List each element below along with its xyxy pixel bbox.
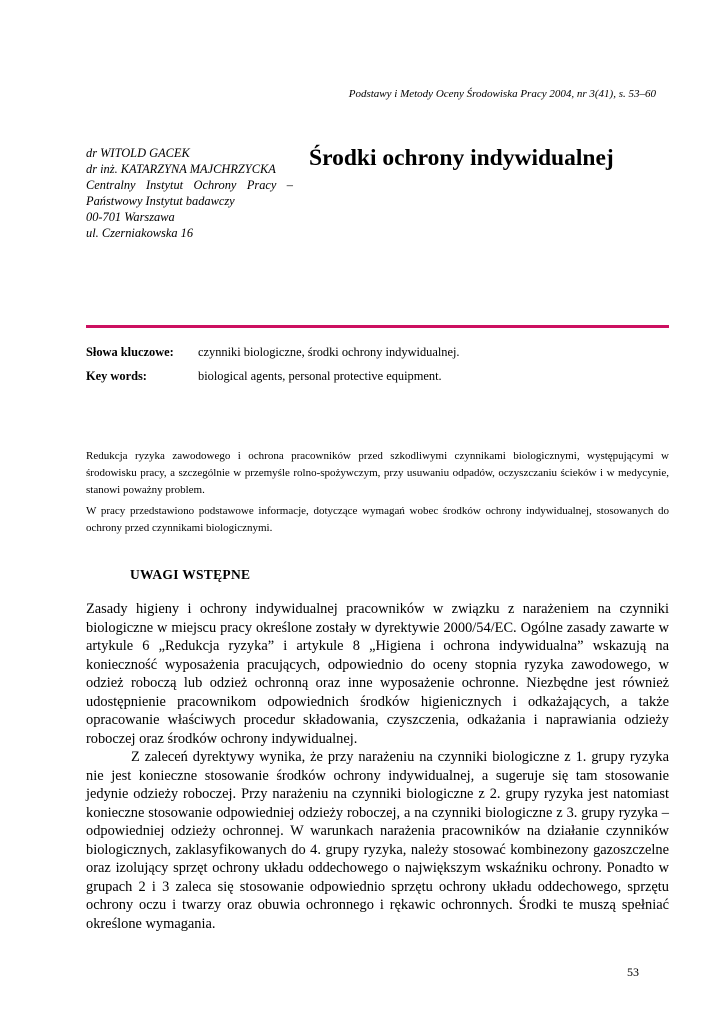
author-line: Centralny Instytut Ochrony Pracy – xyxy=(86,178,293,192)
section-heading: UWAGI WSTĘPNE xyxy=(130,567,251,582)
body-paragraph: Z zaleceń dyrektywy wynika, że przy narażeniu na czynniki biologiczne z 1. grupy ryzyka nie jest konieczne stosowanie środków ochrony indywidualnej, a sugeruje się tam stosowanie jedynie odzieży roboczej. Przy narażeniu na czynniki biologiczne z 2. grupy ryzyka jest natomiast konieczne stosowanie odpowiedniej odzieży roboczej, a na czynniki biologiczne z 3. grupy ryzyka – odpowiedniej odzieży ochronnej. W warunkach narażenia pracowników na działanie czynników biologicznych, zaklasyfikowanych do 4. grupy ryzyka, należy stosować kombinezony gazoszczelne oraz izolujący sprzęt ochrony układu oddechowego o największym wskaźniku ochrony. Ponadto w grupach 2 i 3 zaleca się stosowanie odpowiednio sprzętu ochrony układu oddechowego, sprzętu ochrony oczu i twarzy oraz obuwia ochronnego i rękawic ochronnych. Środki te muszą spełniać określone wymagania. xyxy=(86,749,669,932)
author-line: Państwowy Instytut badawczy xyxy=(86,194,235,208)
author-line: dr WITOLD GACEK xyxy=(86,146,190,160)
abstract-paragraph: Redukcja ryzyka zawodowego i ochrona pracowników przed szkodliwymi czynnikami biologicznymi, występującymi w środowisku pracy, a szczególnie w przemyśle rolno-spożywczym, przy usuwaniu odpadów, oczyszczaniu ścieków i w medycynie, stanowi poważny problem. xyxy=(86,450,669,496)
title-divider xyxy=(86,325,669,328)
author-line: ul. Czerniakowska 16 xyxy=(86,226,194,240)
keywords-pl-label: Słowa kluczowe: xyxy=(86,345,174,359)
abstract-paragraph: W pracy przedstawiono podstawowe informacje, dotyczące wymagań wobec środków ochrony indywidualnej, stosowanych do ochrony przed czynnikami biologicznymi. xyxy=(86,505,669,534)
keywords-en-value: biological agents, personal protective equipment. xyxy=(198,369,442,383)
body-text xyxy=(86,600,669,933)
page-number: 53 xyxy=(627,965,639,979)
body-paragraph: Zasady higieny i ochrony indywidualnej pracowników w związku z narażeniem na czynniki biologiczne w miejscu pracy określone zostały w dyrektywie 2000/54/EC. Ogólne zasady zawarte w artykule 6 „Redukcja ryzyka” i artykule 8 „Higiena i ochrona indywidualna” wskazują na konieczność wyposażenia pracujących, odpowiednio do oceny stopnia ryzyka zawodowego, w odzież roboczą lub odzież ochronną oraz inne wyposażenie ochronne. Niezbędne jest również udostępnienie pracownikom odpowiednich środków higienicznych i odkażających, a także opracowanie właściwych procedur składowania, czyszczenia, odkażania i naprawiania odzieży roboczej oraz środków ochrony indywidualnej. xyxy=(86,601,669,747)
keywords-pl-value: czynniki biologiczne, środki ochrony indywidualnej. xyxy=(198,345,460,359)
keywords-en-label: Key words: xyxy=(86,369,147,383)
abstract xyxy=(86,448,669,541)
journal-reference: Podstawy i Metody Oceny Środowiska Pracy 2004, nr 3(41), s. 53–60 xyxy=(348,88,656,100)
author-block xyxy=(86,145,296,241)
author-line: 00-701 Warszawa xyxy=(86,210,175,224)
article-title: Środki ochrony indywidualnej xyxy=(309,145,614,171)
author-line: dr inż. KATARZYNA MAJCHRZYCKA xyxy=(86,162,276,176)
